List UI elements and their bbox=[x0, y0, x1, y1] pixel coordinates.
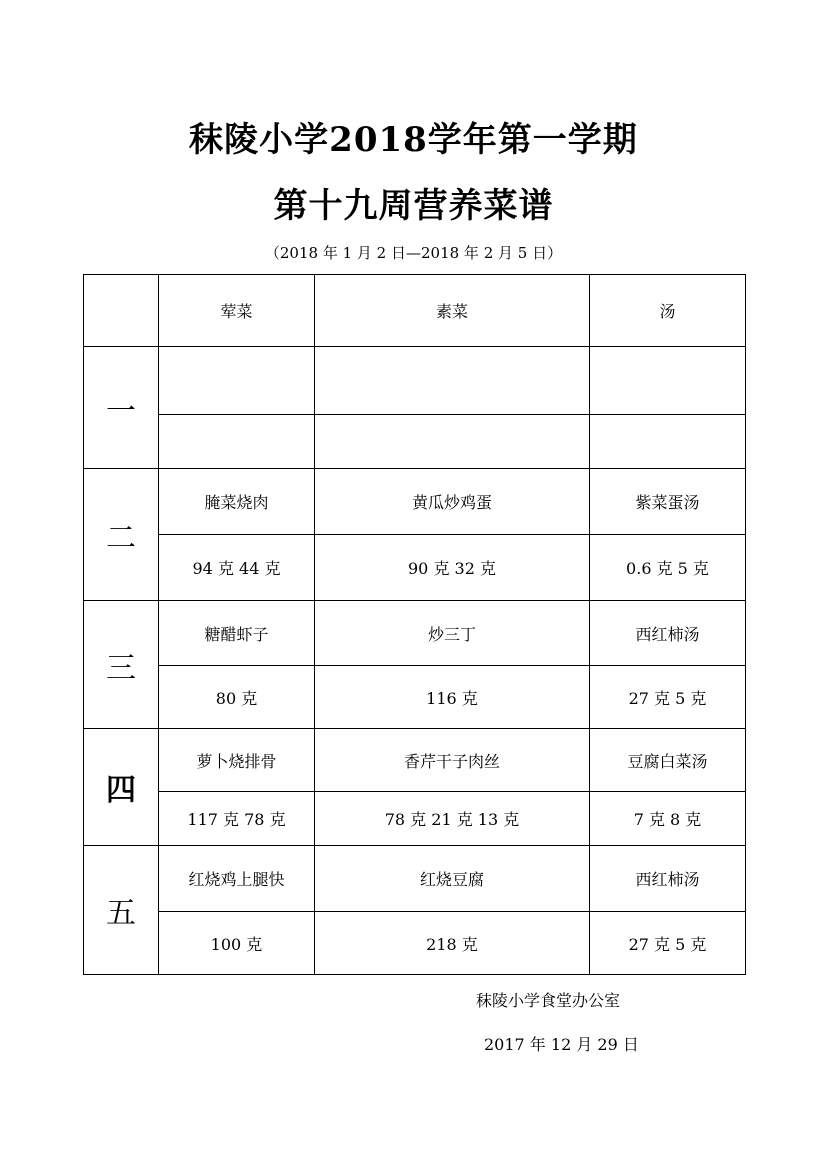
day-label-mon: 一 bbox=[84, 347, 159, 469]
title-line-1: 秣陵小学2018学年第一学期 bbox=[189, 120, 638, 160]
day-label-fri: 五 bbox=[84, 846, 159, 975]
dish-cell: 西红柿汤 bbox=[590, 846, 746, 912]
day-label-tue: 二 bbox=[84, 469, 159, 601]
table-row bbox=[84, 912, 746, 975]
amount-cell: 78 克 21 克 13 克 bbox=[315, 792, 590, 846]
column-header-soup: 汤 bbox=[590, 275, 746, 347]
table-row bbox=[84, 347, 746, 415]
amount-cell: 90 克 32 克 bbox=[315, 535, 590, 601]
dish-cell: 豆腐白菜汤 bbox=[590, 729, 746, 792]
dish-cell bbox=[315, 347, 590, 415]
dish-cell: 红烧豆腐 bbox=[315, 846, 590, 912]
corner-cell bbox=[84, 275, 159, 347]
dish-cell: 红烧鸡上腿快 bbox=[159, 846, 315, 912]
column-header-meat: 荤菜 bbox=[159, 275, 315, 347]
amount-cell: 7 克 8 克 bbox=[590, 792, 746, 846]
column-header-vegetable: 素菜 bbox=[315, 275, 590, 347]
day-label-thu: 四 bbox=[84, 729, 159, 846]
amount-cell: 27 克 5 克 bbox=[590, 912, 746, 975]
amount-cell: 94 克 44 克 bbox=[159, 535, 315, 601]
table-row bbox=[84, 415, 746, 469]
amount-cell: 116 克 bbox=[315, 666, 590, 729]
dish-cell: 萝卜烧排骨 bbox=[159, 729, 315, 792]
organization-signature: 秣陵小学食堂办公室 bbox=[476, 991, 621, 1010]
table-row bbox=[84, 792, 746, 846]
table-row bbox=[84, 601, 746, 666]
amount-cell bbox=[315, 415, 590, 469]
dish-cell: 香芹干子肉丝 bbox=[315, 729, 590, 792]
amount-cell bbox=[159, 415, 315, 469]
dish-cell: 紫菜蛋汤 bbox=[590, 469, 746, 535]
dish-cell: 糖醋虾子 bbox=[159, 601, 315, 666]
issue-date: 2017 年 12 月 29 日 bbox=[484, 1035, 639, 1054]
table-row bbox=[84, 846, 746, 912]
table-row bbox=[84, 729, 746, 792]
amount-cell: 0.6 克 5 克 bbox=[590, 535, 746, 601]
date-range: （2018 年 1 月 2 日—2018 年 2 月 5 日） bbox=[264, 244, 563, 262]
amount-cell: 100 克 bbox=[159, 912, 315, 975]
amount-cell: 80 克 bbox=[159, 666, 315, 729]
dish-cell bbox=[590, 347, 746, 415]
day-label-wed: 三 bbox=[84, 601, 159, 729]
menu-table bbox=[83, 274, 746, 975]
amount-cell bbox=[590, 415, 746, 469]
table-header-row bbox=[84, 275, 746, 347]
table-row bbox=[84, 469, 746, 535]
dish-cell: 西红柿汤 bbox=[590, 601, 746, 666]
title-line-2: 第十九周营养菜谱 bbox=[273, 186, 554, 226]
amount-cell: 27 克 5 克 bbox=[590, 666, 746, 729]
dish-cell: 黄瓜炒鸡蛋 bbox=[315, 469, 590, 535]
dish-cell: 炒三丁 bbox=[315, 601, 590, 666]
dish-cell: 腌菜烧肉 bbox=[159, 469, 315, 535]
table-row bbox=[84, 535, 746, 601]
table-row bbox=[84, 666, 746, 729]
amount-cell: 117 克 78 克 bbox=[159, 792, 315, 846]
amount-cell: 218 克 bbox=[315, 912, 590, 975]
dish-cell bbox=[159, 347, 315, 415]
